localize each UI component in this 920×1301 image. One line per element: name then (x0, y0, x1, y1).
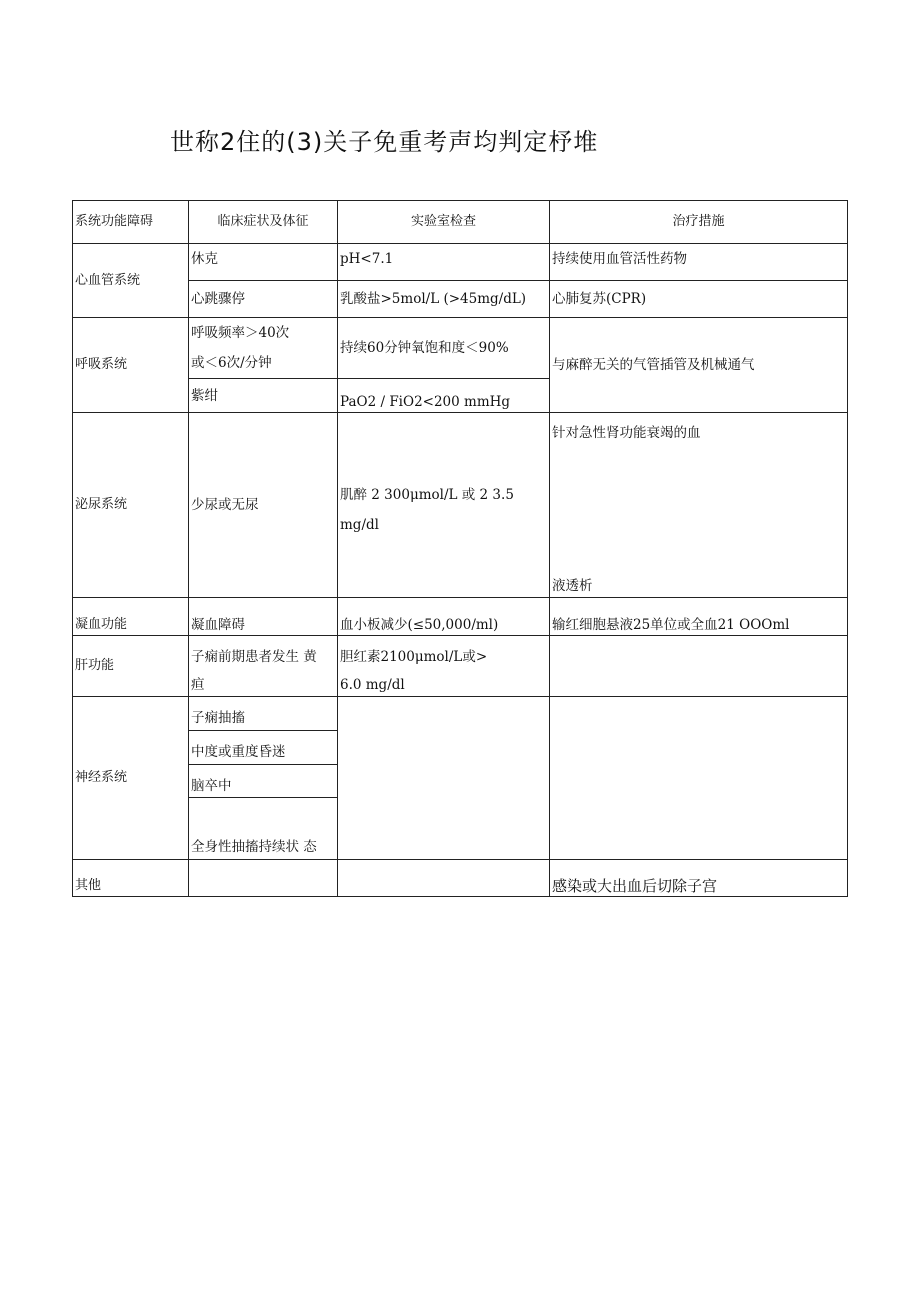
resp-treatment-intubation: 与麻醉无关的气管插管及机械通气 (552, 357, 755, 373)
resp-lab-saturation: 持续60分钟氧饱和度＜90% (340, 340, 509, 356)
neuro-symptom-eclampsia: 子痫抽搐 (191, 710, 245, 726)
neuro-symptom-stroke: 脑卒中 (191, 778, 232, 794)
header-lab: 实验室检查 (410, 214, 476, 229)
cardio-treatment-cpr: 心肺复苏(CPR) (552, 291, 647, 307)
criteria-table (72, 200, 848, 897)
neuro-symptom-coma: 中度或重度昏迷 (191, 744, 286, 760)
renal-lab-creatinine-line1: 肌醉 2 300μmol/L 或 2 3.5 (340, 487, 514, 503)
renal-treatment-line2: 液透析 (552, 578, 593, 594)
renal-lab-creatinine-line2: mg/dl (340, 517, 379, 533)
cardio-system: 心血管系统 (75, 272, 141, 288)
header-symptoms: 临床症状及体征 (217, 214, 309, 229)
resp-symptom-cyanosis: 紫绀 (191, 387, 218, 404)
neuro-symptom-status-epilepticus: 全身性抽搐持续状 态 (191, 839, 317, 855)
cardio-treatment-vasoactive: 持续使用血管活性药物 (552, 251, 687, 267)
other-treatment-hysterectomy: 感染或大出血后切除子宫 (552, 877, 718, 895)
liver-lab-bilirubin-line1: 胆红素2100μmol/L或> (340, 649, 488, 665)
renal-symptom-oliguria: 少尿或无尿 (191, 497, 259, 513)
resp-symptom-rate-line2: 或＜6次/分钟 (191, 355, 272, 371)
coag-lab-platelets: 血小板减少(≤50,000/ml) (340, 617, 499, 633)
cardio-symptom-arrest: 心跳骤停 (191, 291, 245, 307)
liver-lab-bilirubin-line2: 6.0 mg/dl (340, 677, 405, 693)
cardio-lab-lactate: 乳酸盐>5mol/L (>45mg/dL) (340, 291, 527, 307)
header-system: 系统功能障碍 (75, 214, 154, 229)
liver-system: 肝功能 (75, 658, 115, 673)
resp-symptom-rate-line1: 呼吸频率＞40次 (191, 325, 290, 341)
neuro-system: 神经系统 (75, 770, 128, 785)
coag-treatment-transfusion: 输红细胞悬液25单位或全血21 OOOml (552, 617, 790, 633)
page-title: 世称2住的(3)关子免重考声均判定杼堆 (170, 128, 599, 156)
liver-symptom-line1: 子痫前期患者发生 黄 (191, 649, 317, 665)
renal-treatment-line1: 针对急性肾功能衰竭的血 (552, 425, 701, 441)
cardio-symptom-shock: 休克 (191, 251, 218, 267)
coag-symptom: 凝血障碍 (191, 617, 245, 633)
resp-system: 呼吸系统 (75, 357, 128, 372)
cardio-lab-ph: pH<7.1 (340, 251, 394, 267)
header-treatment: 治疗措施 (672, 214, 725, 229)
liver-symptom-line2: 疸 (191, 677, 205, 693)
renal-system: 泌尿系统 (75, 497, 128, 512)
coag-system: 凝血功能 (75, 617, 128, 632)
resp-lab-pao2: PaO2 / FiO2<200 mmHg (340, 394, 511, 410)
other-system: 其他 (75, 878, 102, 893)
